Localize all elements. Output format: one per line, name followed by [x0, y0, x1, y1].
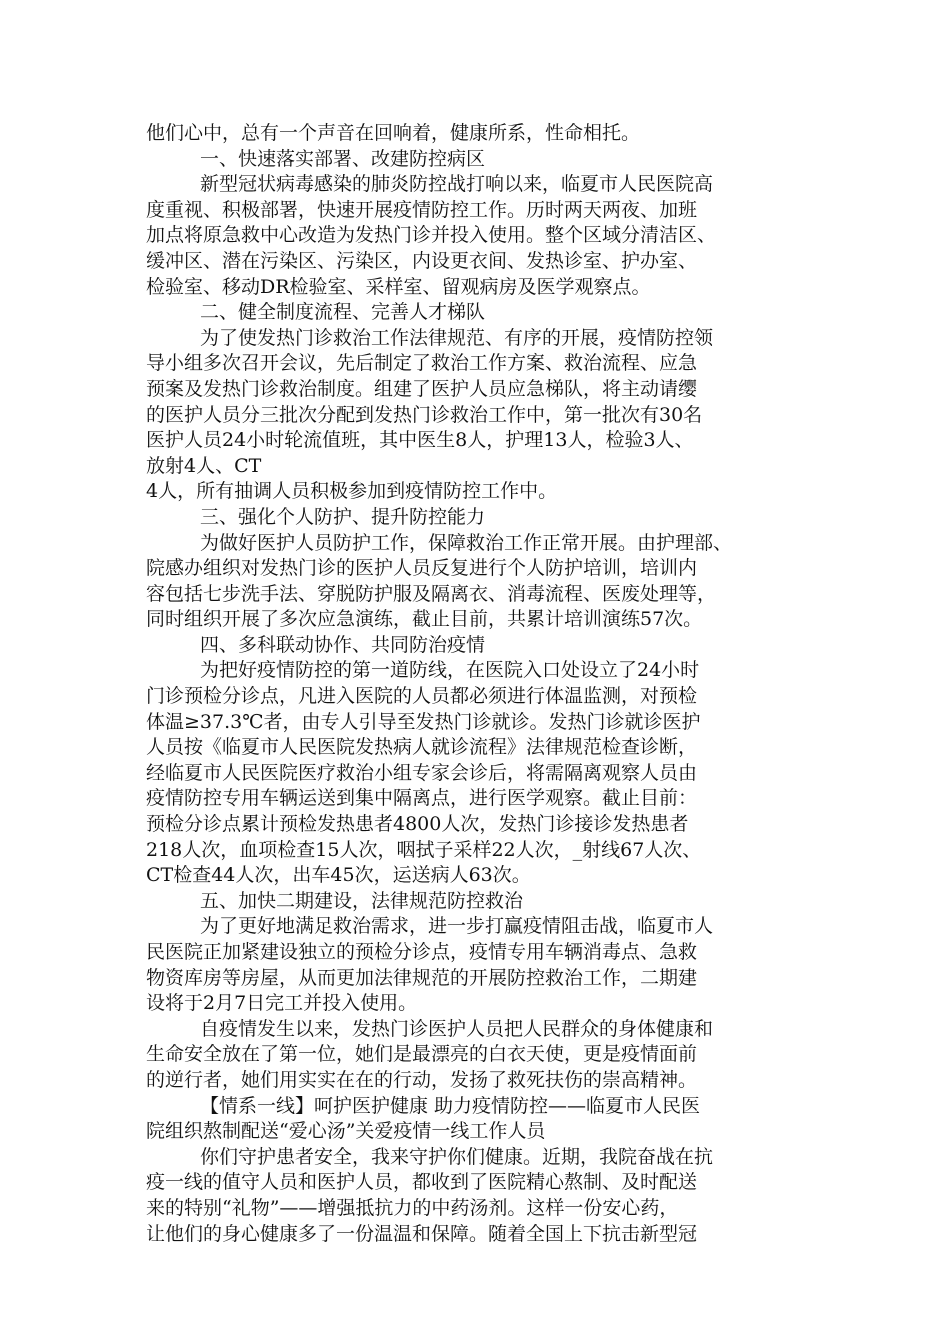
- text-line: 加点将原急救中心改造为发热门诊并投入使用。整个区域分清洁区、: [146, 224, 717, 247]
- text-line: 的逆行者，她们用实实在在的行动，发扬了救死扶伤的崇高精神。: [146, 1068, 698, 1091]
- text-line: 容包括七步洗手法、穿脱防护服及隔离衣、消毒流程、医废处理等，: [146, 582, 717, 605]
- text-line: 同时组织开展了多次应急演练，截止目前，共累计培训演练57次。: [146, 608, 703, 631]
- text-line: 检验室、移动DR检验室、采样室、留观病房及医学观察点。: [146, 275, 651, 298]
- text-line: 人员按《临夏市人民医院发热病人就诊流程》法律规范检查诊断，: [146, 736, 698, 759]
- text-line: 4人，所有抽调人员积极参加到疫情防控工作中。: [146, 480, 558, 503]
- section-heading: 四、多科联动协作、共同防治疫情: [200, 633, 486, 656]
- text-line: 218人次，血项检查15人次，咽拭子采样22人次，_射线67人次、: [146, 838, 702, 861]
- text-line: 他们心中，总有一个声音在回响着，健康所系，性命相托。: [146, 122, 641, 144]
- text-line: 设将于2月7日完工并投入使用。: [146, 992, 418, 1015]
- text-line: 来的特别“礼物”——增强抵抗力的中药汤剂。这样一份安心药，: [146, 1196, 679, 1219]
- text-line: CT检查44人次，出车45次，运送病人63次。: [146, 864, 531, 887]
- text-line: 院感办组织对发热门诊的医护人员反复进行个人防护培训，培训内: [146, 557, 698, 580]
- text-line: 让他们的身心健康多了一份温温和保障。随着全国上下抗击新型冠: [146, 1222, 698, 1245]
- text-line: 民医院正加紧建设独立的预检分诊点，疫情专用车辆消毒点、急救: [146, 941, 698, 963]
- text-line: 预案及发热门诊救治制度。组建了医护人员应急梯队，将主动请缨: [146, 377, 698, 400]
- text-line: 医护人员24小时轮流值班，其中医生8人，护理13人，检验3人、: [146, 429, 694, 452]
- text-line: 院组织熬制配送“爱心汤”关爱疫情一线工作人员: [146, 1120, 546, 1143]
- text-line: 门诊预检分诊点，凡进入医院的人员都必须进行体温监测，对预检: [146, 685, 698, 708]
- section-heading: 一、快速落实部署、改建防控病区: [200, 147, 486, 170]
- text-line: 为把好疫情防控的第一道防线，在医院入口处设立了24小时: [200, 659, 700, 682]
- section-heading: 【情系一线】呵护医护健康 助力疫情防控——临夏市人民医: [200, 1094, 701, 1117]
- text-line: 经临夏市人民医院医疗救治小组专家会诊后，将需隔离观察人员由: [146, 761, 698, 784]
- text-line: 新型冠状病毒感染的肺炎防控战打响以来，临夏市人民医院高: [200, 173, 714, 196]
- text-line: 你们守护患者安全，我来守护你们健康。近期，我院奋战在抗: [200, 1145, 714, 1168]
- text-line: 度重视、积极部署，快速开展疫情防控工作。历时两天两夜、加班: [146, 198, 698, 221]
- text-line: 为做好医护人员防护工作，保障救治工作正常开展。由护理部、: [200, 531, 733, 554]
- text-line: 体温≥37.3℃者，由专人引导至发热门诊就诊。发热门诊就诊医护: [146, 710, 701, 733]
- section-heading: 三、强化个人防护、提升防控能力: [200, 505, 486, 528]
- document-body: [146, 121, 826, 1247]
- text-line: 物资库房等房屋，从而更加法律规范的开展防控救治工作，二期建: [146, 966, 698, 989]
- text-line: 为了使发热门诊救治工作法律规范、有序的开展，疫情防控领: [200, 326, 714, 349]
- text-line: 放射4人、CT: [146, 454, 262, 477]
- text-line: 为了更好地满足救治需求，进一步打赢疫情阻击战，临夏市人: [200, 915, 714, 938]
- text-line: 缓冲区、潜在污染区、污染区，内设更衣间、发热诊室、护办室、: [146, 249, 698, 272]
- text-line: 疫一线的值守人员和医护人员，都收到了医院精心熬制、及时配送: [146, 1171, 698, 1194]
- text-line: 预检分诊点累计预检发热患者4800人次，发热门诊接诊发热患者: [146, 813, 689, 836]
- text-line: 导小组多次召开会议，先后制定了救治工作方案、救治流程、应急: [146, 352, 698, 375]
- section-heading: 二、健全制度流程、完善人才梯队: [200, 301, 486, 324]
- text-line: 的医护人员分三批次分配到发热门诊救治工作中，第一批次有30名: [146, 403, 703, 426]
- section-heading: 五、加快二期建设，法律规范防控救治: [200, 889, 524, 912]
- text-line: 生命安全放在了第一位，她们是最漂亮的白衣天使，更是疫情面前: [146, 1043, 698, 1066]
- text-line: 自疫情发生以来，发热门诊医护人员把人民群众的身体健康和: [200, 1017, 714, 1040]
- text-line: 疫情防控专用车辆运送到集中隔离点，进行医学观察。截止目前：: [146, 787, 698, 810]
